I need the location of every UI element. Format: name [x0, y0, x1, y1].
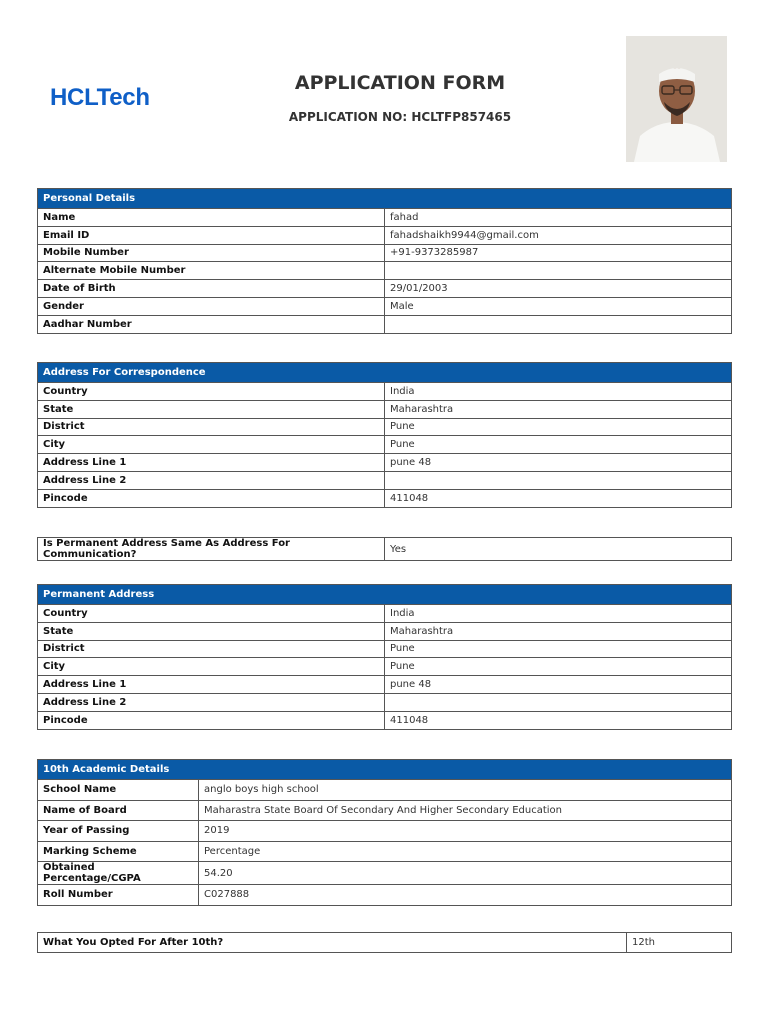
field-value: Percentage — [199, 841, 732, 862]
field-value: +91-9373285987 — [385, 244, 732, 262]
table-row — [38, 862, 732, 885]
field-value: Pune — [385, 436, 732, 454]
table-row — [38, 418, 732, 436]
field-value: Pune — [385, 658, 732, 676]
field-label: City — [38, 436, 385, 454]
table-row — [38, 538, 732, 561]
same-address-table — [37, 537, 732, 561]
table-row — [38, 471, 732, 489]
table-row — [38, 676, 732, 694]
field-value — [385, 315, 732, 333]
field-label: District — [38, 418, 385, 436]
field-value: 29/01/2003 — [385, 280, 732, 298]
form-title: APPLICATION FORM — [294, 72, 506, 94]
hcltech-logo: HCLTech — [50, 84, 150, 111]
field-value — [385, 262, 732, 280]
section-heading-correspondence: Address For Correspondence — [38, 363, 732, 383]
table-row — [38, 297, 732, 315]
field-value: 411048 — [385, 711, 732, 729]
field-label: Country — [38, 383, 385, 401]
field-label: Name — [38, 209, 385, 227]
field-label: Roll Number — [38, 885, 199, 906]
field-label: Country — [38, 605, 385, 623]
field-value: Maharashtra — [385, 400, 732, 418]
field-label: State — [38, 400, 385, 418]
field-value: anglo boys high school — [199, 780, 732, 801]
table-row — [38, 841, 732, 862]
field-label: Aadhar Number — [38, 315, 385, 333]
table-row — [38, 800, 732, 821]
table-row — [38, 693, 732, 711]
table-row — [38, 658, 732, 676]
section-heading-tenth: 10th Academic Details — [38, 760, 732, 780]
field-value: Male — [385, 297, 732, 315]
field-label: Address Line 1 — [38, 454, 385, 472]
field-label: Name of Board — [38, 800, 199, 821]
field-label: State — [38, 622, 385, 640]
table-row — [38, 933, 732, 953]
applicant-photo-image — [626, 36, 727, 162]
field-label: Pincode — [38, 489, 385, 507]
field-value: pune 48 — [385, 676, 732, 694]
applicant-photo — [626, 36, 727, 162]
field-value — [385, 471, 732, 489]
table-row — [38, 622, 732, 640]
table-row — [38, 209, 732, 227]
field-label: Address Line 2 — [38, 471, 385, 489]
after-tenth-answer: 12th — [627, 933, 732, 953]
table-row — [38, 315, 732, 333]
correspondence-address-table — [37, 362, 732, 508]
same-address-answer: Yes — [385, 538, 732, 561]
field-label: Marking Scheme — [38, 841, 199, 862]
table-row — [38, 605, 732, 623]
field-value: Maharashtra — [385, 622, 732, 640]
field-label: Date of Birth — [38, 280, 385, 298]
field-value: 2019 — [199, 821, 732, 842]
permanent-address-table — [37, 584, 732, 730]
personal-details-table — [37, 188, 732, 334]
table-row — [38, 262, 732, 280]
table-row — [38, 226, 732, 244]
field-value: India — [385, 605, 732, 623]
table-row — [38, 711, 732, 729]
field-label: Year of Passing — [38, 821, 199, 842]
field-value — [385, 693, 732, 711]
section-heading-permanent: Permanent Address — [38, 585, 732, 605]
table-row — [38, 780, 732, 801]
field-value: 411048 — [385, 489, 732, 507]
field-label: Alternate Mobile Number — [38, 262, 385, 280]
field-label: Mobile Number — [38, 244, 385, 262]
table-row — [38, 489, 732, 507]
table-row — [38, 280, 732, 298]
table-row — [38, 383, 732, 401]
field-label: Address Line 1 — [38, 676, 385, 694]
tenth-academic-table — [37, 759, 732, 906]
after-tenth-question: What You Opted For After 10th? — [38, 933, 627, 953]
table-row — [38, 821, 732, 842]
section-heading-personal: Personal Details — [38, 189, 732, 209]
same-address-question: Is Permanent Address Same As Address For Communication? — [38, 538, 385, 561]
application-number: APPLICATION NO: HCLTFP857465 — [288, 110, 512, 124]
field-value: fahadshaikh9944@gmail.com — [385, 226, 732, 244]
field-value: India — [385, 383, 732, 401]
field-value: Pune — [385, 418, 732, 436]
table-row — [38, 454, 732, 472]
field-label: Gender — [38, 297, 385, 315]
after-tenth-table — [37, 932, 732, 953]
field-label: Pincode — [38, 711, 385, 729]
field-value: pune 48 — [385, 454, 732, 472]
field-label: City — [38, 658, 385, 676]
field-value: 54.20 — [199, 862, 732, 885]
field-value: C027888 — [199, 885, 732, 906]
table-row — [38, 400, 732, 418]
table-row — [38, 885, 732, 906]
table-row — [38, 436, 732, 454]
field-value: Maharastra State Board Of Secondary And Higher Secondary Education — [199, 800, 732, 821]
table-row — [38, 640, 732, 658]
field-value: Pune — [385, 640, 732, 658]
field-label: Obtained Percentage/CGPA — [38, 862, 199, 885]
field-value: fahad — [385, 209, 732, 227]
field-label: Email ID — [38, 226, 385, 244]
field-label: Address Line 2 — [38, 693, 385, 711]
table-row — [38, 244, 732, 262]
field-label: District — [38, 640, 385, 658]
field-label: School Name — [38, 780, 199, 801]
